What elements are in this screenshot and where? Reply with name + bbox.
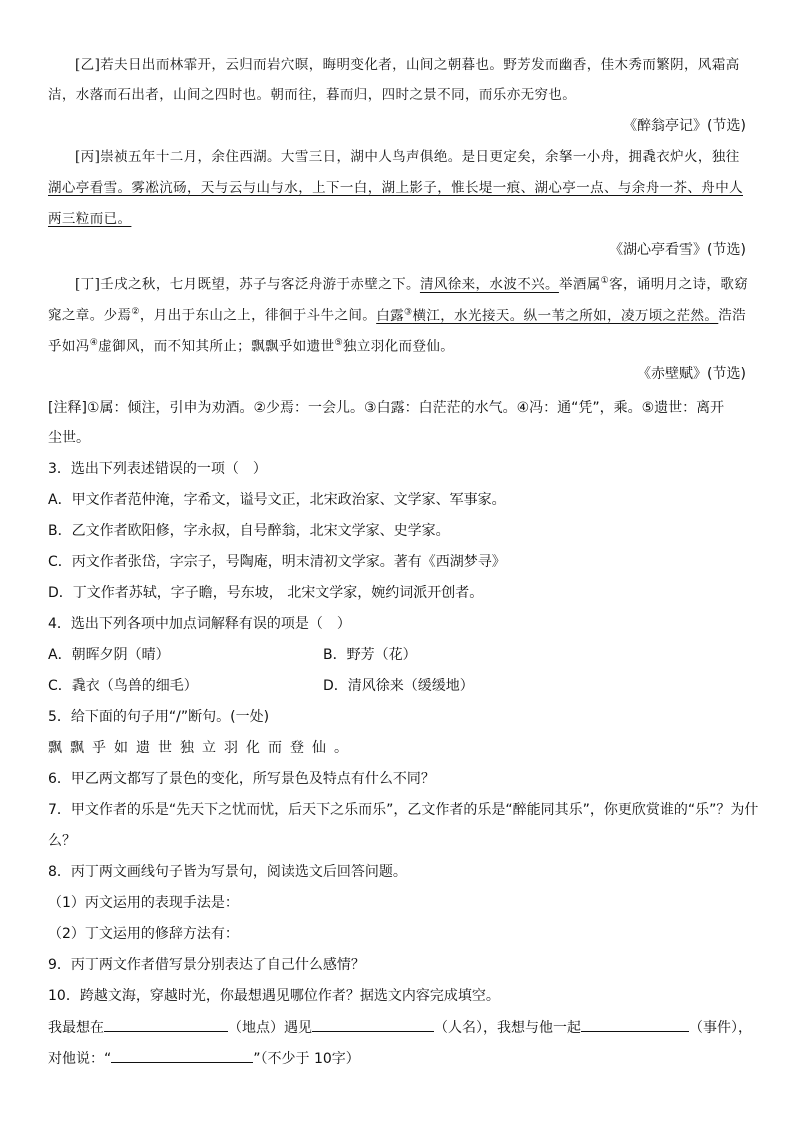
notes-line-2: 尘世。 [48, 430, 90, 446]
passage-ding-line-1: [丁]壬戌之秋，七月既望，苏子与客泛舟游于赤壁之下。清风徐来，水波不兴。举酒属①客，诵明月之诗，歌窈 [75, 276, 749, 293]
question-9: 9．丙丁两文作者借写景分别表达了自己什么感情？ [48, 957, 365, 973]
question-3-option-c: C．丙文作者张岱，字宗子，号陶庵，明末清初文学家。著有《西湖梦寻》 [48, 554, 506, 570]
answer-blank-event[interactable] [581, 1017, 689, 1032]
passage-bing-source: 《湖心亭看雪》(节选) [609, 242, 746, 258]
question-3-option-b: B．乙文作者欧阳修，字永叔，自号醉翁，北宋文学家、史学家。 [48, 523, 450, 539]
passage-ding-line-3: 乎如冯④虚御风，而不知其所止；飘飘乎如遗世⑤独立羽化而登仙。 [48, 338, 455, 355]
question-6: 6．甲乙两文都写了景色的变化，所写景色及特点有什么不同？ [48, 771, 435, 787]
passage-bing-line-1: [丙]崇祯五年十二月，余住西湖。大雪三日，湖中人鸟声俱绝。是日更定矣，余拏一小舟，拥毳衣炉火，独往 [75, 149, 740, 165]
question-10-stem: 10．跨越文海，穿越时光，你最想遇见哪位作者？据选文内容完成填空。 [48, 988, 500, 1004]
passage-bing-line-2: 湖心亭看雪。雾凇沆砀，天与云与山与水，上下一白，湖上影子，惟长堤一痕、湖心亭一点、与余舟一芥、舟中人 [48, 180, 743, 196]
question-5-stem: 5．给下面的句子用“/”断句。(一处) [48, 709, 270, 725]
passage-yi-line-1: [乙]若夫日出而林霏开，云归而岩穴暝，晦明变化者，山间之朝暮也。野芳发而幽香，佳木秀而繁阴，风霜高 [75, 57, 740, 73]
question-4-option-c: C．毳衣（鸟兽的细毛） [48, 678, 198, 694]
footnote-marker: ① [600, 276, 610, 286]
question-5-sentence: 飘飘乎如遗世独立羽化而登仙。 [48, 740, 356, 756]
passage-bing-line-3: 两三粒而已。 [48, 211, 132, 227]
notes-line-1: [注释]①属：倾注，引申为劝酒。②少焉：一会儿。③白露：白茫茫的水气。④冯：通“凭”，乘。⑤遗世：离开 [48, 400, 725, 416]
question-7-line-2: 么？ [48, 833, 76, 849]
question-10-fill-line-1: 我最想在 （地点）遇见 （人名），我想与他一起 （事件）， [48, 1017, 748, 1038]
passage-ding-line-2: 窕之章。少焉②，月出于东山之上，徘徊于斗牛之间。白露③横江，水光接天。纵一苇之所如，凌万顷之茫然。浩浩 [48, 307, 747, 324]
question-4-stem: 4．选出下列各项中加点词解释有误的项是（ ） [48, 616, 351, 632]
answer-blank-place[interactable] [104, 1017, 228, 1032]
question-4-option-a: A．朝晖夕阴（晴） [48, 647, 170, 663]
question-3-stem: 3．选出下列表述错误的一项（ ） [48, 461, 267, 477]
question-7-line-1: 7．甲文作者的乐是“先天下之忧而忧，后天下之乐而乐”，乙文作者的乐是“醉能同其乐”，你更欣赏谁的“乐”？为什 [48, 802, 759, 818]
passage-ding-source: 《赤壁赋》(节选) [637, 366, 746, 382]
question-10-fill-line-2: 对他说：“ ”（不少于 10字） [48, 1048, 748, 1069]
footnote-marker: ② [131, 307, 140, 317]
answer-blank-name[interactable] [312, 1017, 434, 1032]
passage-yi-source: 《醉翁亭记》(节选) [623, 118, 746, 134]
footnote-marker: ③ [404, 307, 413, 317]
question-4-option-d: D．清风徐来（缓缓地） [323, 678, 474, 694]
question-4-option-b: B．野芳（花） [323, 647, 417, 663]
passage-yi-line-2: 洁，水落而石出者，山间之四时也。朝而往，暮而归，四时之景不同，而乐亦无穷也。 [48, 87, 577, 103]
answer-blank-words[interactable] [111, 1048, 253, 1063]
question-3-option-d: D．丁文作者苏轼，字子瞻，号东坡， 北宋文学家，婉约词派开创者。 [48, 585, 484, 601]
question-3-option-a: A．甲文作者范仲淹，字希文，谥号文正，北宋政治家、文学家、军事家。 [48, 492, 506, 508]
underlined-sentence: 清风徐来，水波不兴。 [419, 276, 559, 293]
question-8-stem: 8．丙丁两文画线句子皆为写景句，阅读选文后回答问题。 [48, 864, 407, 880]
footnote-marker: ④ [89, 338, 99, 348]
question-8-sub-2: （2）丁文运用的修辞方法有： [48, 926, 239, 942]
footnote-marker: ⑤ [334, 338, 343, 348]
question-8-sub-1: （1）丙文运用的表现手法是： [48, 895, 239, 911]
underlined-sentence: 白露③横江，水光接天。纵一苇之所如，凌万顷之茫然。 [376, 307, 719, 324]
